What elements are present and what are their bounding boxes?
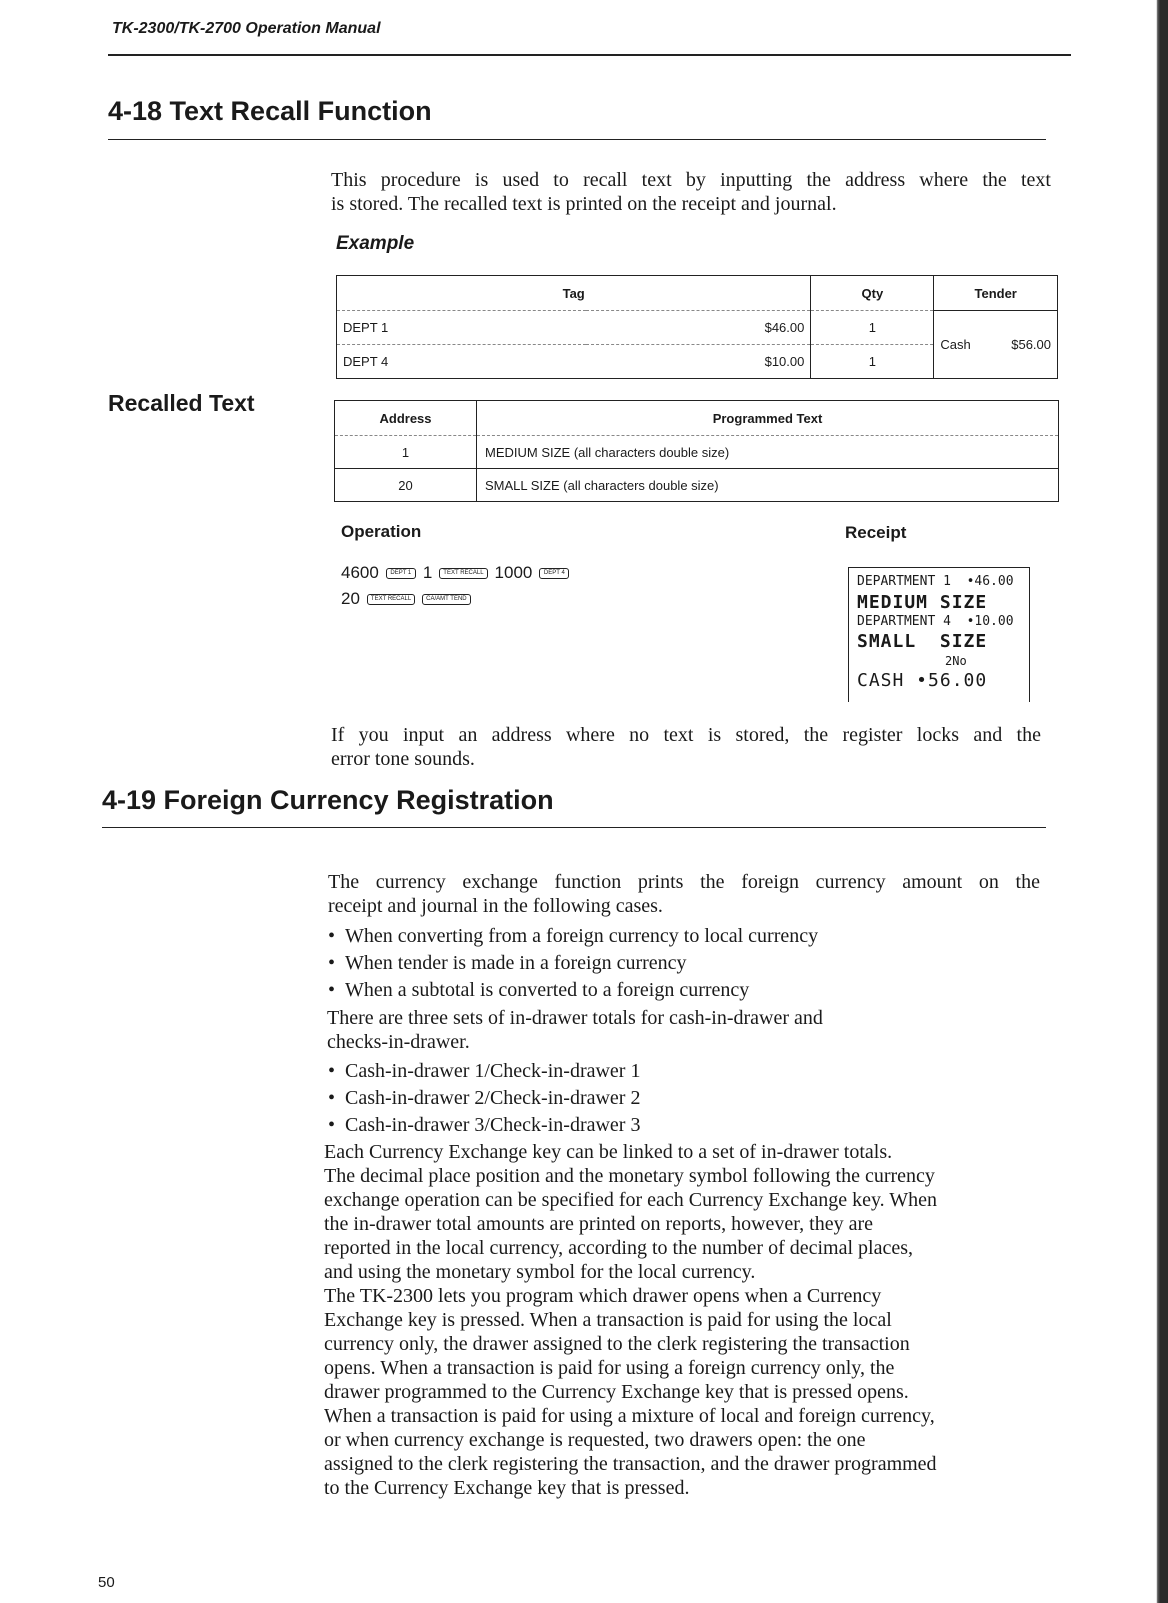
recalled-text-table	[334, 400, 1059, 502]
table-row	[337, 311, 1058, 345]
note-line-1: If you input an address where no text is stored, the register locks and the	[331, 724, 1041, 746]
dept-qty: 1	[811, 345, 934, 379]
address-cell: 1	[335, 436, 477, 469]
bullet: •	[328, 925, 336, 947]
running-title: TK-2300/TK-2700 Operation Manual	[112, 20, 381, 37]
list-item	[328, 923, 818, 950]
body-line: Each Currency Exchange key can be linked to a set of in-drawer totals.	[324, 1141, 893, 1163]
page-number: 50	[98, 1574, 115, 1591]
section-rule-4-18	[108, 139, 1046, 140]
list-item-text: Cash-in-drawer 3/Check-in-drawer 3	[345, 1114, 641, 1136]
ca-amt-tend-key: CA/AMT TEND	[422, 594, 470, 605]
body-line: drawer programmed to the Currency Exchange key that is pressed opens.	[324, 1381, 909, 1403]
dept-name: DEPT 1	[337, 311, 586, 345]
p1-line-1: The currency exchange function prints the foreign currency amount on the	[328, 871, 1040, 893]
body-line: the in-drawer total amounts are printed on reports, however, they are	[324, 1213, 873, 1235]
operation-line-1	[341, 563, 569, 583]
dept4-key: DEPT 4	[539, 568, 569, 579]
bullet: •	[328, 1087, 336, 1109]
programmed-text-cell: MEDIUM SIZE (all characters double size)	[477, 436, 1059, 469]
body-line: exchange operation can be specified for each Currency Exchange key. When	[324, 1189, 938, 1211]
bullet: •	[328, 1060, 336, 1082]
p1-line-2: receipt and journal in the following cases.	[328, 895, 663, 917]
page-edge-shadow	[1142, 0, 1168, 1603]
intro-line-2: is stored. The recalled text is printed on the receipt and journal.	[331, 193, 837, 215]
dept1-key: DEPT 1	[386, 568, 416, 579]
tender-type: Cash	[934, 311, 990, 379]
p2-line-2: checks-in-drawer.	[327, 1031, 470, 1053]
entry-number: 1000	[494, 563, 533, 582]
list-item	[328, 1112, 640, 1139]
receipt-line: MEDIUM SIZE	[857, 592, 988, 613]
table-row	[335, 436, 1059, 469]
bullet: •	[328, 979, 336, 1001]
list-item-text: When a subtotal is converted to a foreign currency	[345, 979, 750, 1001]
receipt-line: DEPARTMENT 1 •46.00	[857, 574, 1014, 589]
example-label: Example	[336, 233, 415, 254]
note-line-2: error tone sounds.	[331, 748, 475, 770]
header-rule	[108, 54, 1071, 56]
body-line: and using the monetary symbol for the local currency.	[324, 1261, 756, 1283]
receipt-line: DEPARTMENT 4 •10.00	[857, 614, 1014, 629]
body-line: assigned to the clerk registering the transaction, and the drawer programmed	[324, 1453, 937, 1475]
example-table	[336, 275, 1058, 379]
intro-line-1: This procedure is used to recall text by inputting the address where the text	[331, 169, 1051, 191]
list-item	[328, 1085, 640, 1112]
receipt-line: SMALL SIZE	[857, 631, 988, 652]
body-line: The decimal place position and the monetary symbol following the currency	[324, 1165, 935, 1187]
dept-qty: 1	[811, 311, 934, 345]
table-row	[335, 469, 1059, 502]
p2-line-1: There are three sets of in-drawer totals for cash-in-drawer and	[327, 1007, 823, 1029]
receipt-printout	[848, 567, 1030, 702]
body-line: When a transaction is paid for using a mixture of local and foreign currency,	[324, 1405, 935, 1427]
recalled-text-label: Recalled Text	[108, 390, 255, 416]
body-line: The TK-2300 lets you program which drawer opens when a Currency	[324, 1285, 882, 1307]
body-line: Exchange key is pressed. When a transaction is paid for using the local	[324, 1309, 892, 1331]
header-tag: Tag	[337, 276, 811, 311]
programmed-text-cell: SMALL SIZE (all characters double size)	[477, 469, 1059, 502]
list-item-text: Cash-in-drawer 1/Check-in-drawer 1	[345, 1060, 641, 1082]
list-item-text: When tender is made in a foreign currency	[345, 952, 687, 974]
operation-line-2	[341, 589, 471, 609]
entry-number: 20	[341, 589, 360, 608]
address-cell: 20	[335, 469, 477, 502]
drawers-list	[328, 1058, 640, 1139]
list-item-text: When converting from a foreign currency to local currency	[345, 925, 819, 947]
text-recall-key: TEXT RECALL	[367, 594, 415, 605]
section-title-4-18: 4-18 Text Recall Function	[108, 96, 432, 126]
header-programmed-text: Programmed Text	[712, 410, 823, 426]
list-item	[328, 950, 818, 977]
tender-amount: $56.00	[990, 311, 1058, 379]
receipt-line: 2No	[945, 654, 967, 668]
bullet: •	[328, 952, 336, 974]
dept-amount: $46.00	[586, 311, 811, 345]
body-line: or when currency exchange is requested, two drawers open: the one	[324, 1429, 866, 1451]
section-rule-4-19	[102, 827, 1046, 828]
dept-name: DEPT 4	[337, 345, 586, 379]
header-address: Address	[335, 401, 477, 436]
header-tender: Tender	[974, 285, 1017, 301]
entry-number: 1	[422, 563, 433, 582]
list-item-text: Cash-in-drawer 2/Check-in-drawer 2	[345, 1087, 641, 1109]
body-line: opens. When a transaction is paid for using a foreign currency only, the	[324, 1357, 895, 1379]
body-text	[324, 1140, 1054, 1500]
body-line: reported in the local currency, according to the number of decimal places,	[324, 1237, 914, 1259]
text-recall-key: TEXT RECALL	[439, 568, 487, 579]
list-item	[328, 977, 818, 1004]
operation-label: Operation	[341, 522, 422, 541]
body-line: currency only, the drawer assigned to the clerk registering the transaction	[324, 1333, 910, 1355]
cases-list	[328, 923, 818, 1004]
receipt-label: Receipt	[845, 523, 907, 542]
entry-number: 4600	[341, 563, 379, 582]
bullet: •	[328, 1114, 336, 1136]
section-title-4-19: 4-19 Foreign Currency Registration	[102, 785, 554, 815]
dept-amount: $10.00	[586, 345, 811, 379]
header-qty: Qty	[811, 276, 934, 311]
list-item	[328, 1058, 640, 1085]
receipt-line: CASH •56.00	[857, 670, 988, 691]
body-line: to the Currency Exchange key that is pressed.	[324, 1477, 690, 1499]
